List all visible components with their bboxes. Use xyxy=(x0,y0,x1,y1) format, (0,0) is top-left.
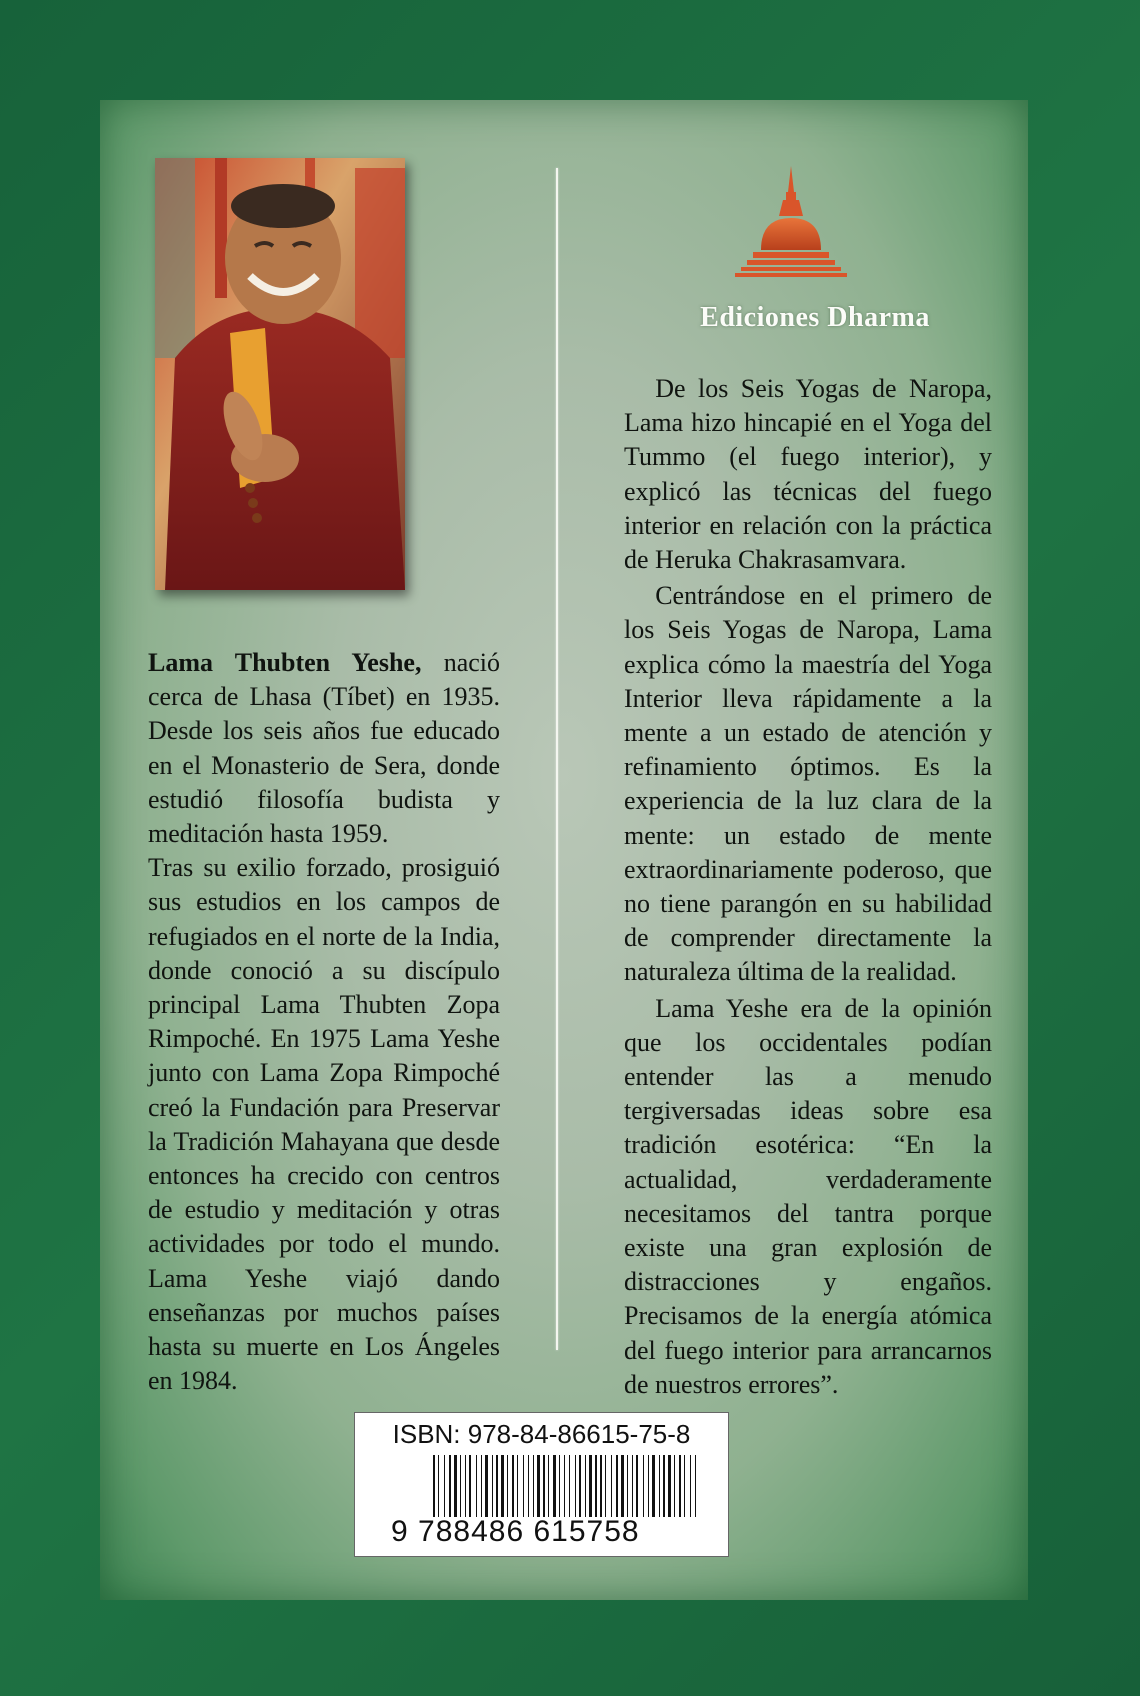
publisher-name: Ediciones Dharma xyxy=(700,302,930,333)
isbn-digits: 9 788486 615758 xyxy=(391,1515,640,1548)
column-divider xyxy=(556,168,558,1350)
isbn-label: ISBN: 978-84-86615-75-8 xyxy=(392,1419,691,1449)
description-paragraph-3: Lama Yeshe era de la opinión que los occidentales podían entender las a menudo tergiversadas ideas sobre esa tradición esotérica: “En la actualidad, verdaderamente necesitamos del tantra porque existe una gran explosión de distracciones y engaños. Precisamos de la energía atómica del fuego interior para arrancarnos de nuestros errores”. xyxy=(624,993,992,1399)
author-portrait xyxy=(155,158,405,590)
author-name: Lama Thubten Yeshe, xyxy=(148,648,422,677)
author-bio xyxy=(148,646,500,1398)
bio-paragraph-1 xyxy=(148,646,500,851)
bio-paragraph-1-text: nació cerca de Lhasa (Tíbet) en 1935. Desde los seis años fue educado en el Monasterio de Sera, donde estudió filosofía budista y meditación hasta 1959. xyxy=(148,648,501,849)
bio-paragraph-2: Tras su exilio forzado, prosiguió sus estudios en los campos de refugiados en el norte de la India, donde conoció a su discípulo principal Lama Thubten Zopa Rimpoché. En 1975 Lama Yeshe junto con Lama Zopa Rimpoché creó la Fundación para Preservar la Tradición Mahayana que desde entonces ha crecido con centros de estudio y meditación y otras actividades por todo el mundo. Lama Yeshe viajó dando enseñanzas por muchos países hasta su muerte en Los Ángeles en 1984. xyxy=(148,853,500,1396)
barcode-icon xyxy=(433,1455,703,1517)
description-paragraph-1: De los Seis Yogas de Naropa, Lama hizo hincapié en el Yoga del Tummo (el fuego interior), y explicó las técnicas del fuego interior en relación con la práctica de Heruka Chakrasamvara. xyxy=(624,374,992,575)
book-description xyxy=(624,372,992,1402)
description-paragraph-2: Centrándose en el primero de los Seis Yogas de Naropa, Lama explica cómo la maestría del Yoga Interior lleva rápidamente a la mente a un estado de atención y refinamiento óptimos. Es la experiencia de la luz clara de la mente: un estado de mente extraordinariamente poderoso, que no tiene parangón en su habilidad de comprender directamente la naturaleza última de la realidad. xyxy=(624,581,992,987)
stupa-logo-icon xyxy=(731,160,851,300)
isbn-barcode-box xyxy=(354,1412,729,1557)
